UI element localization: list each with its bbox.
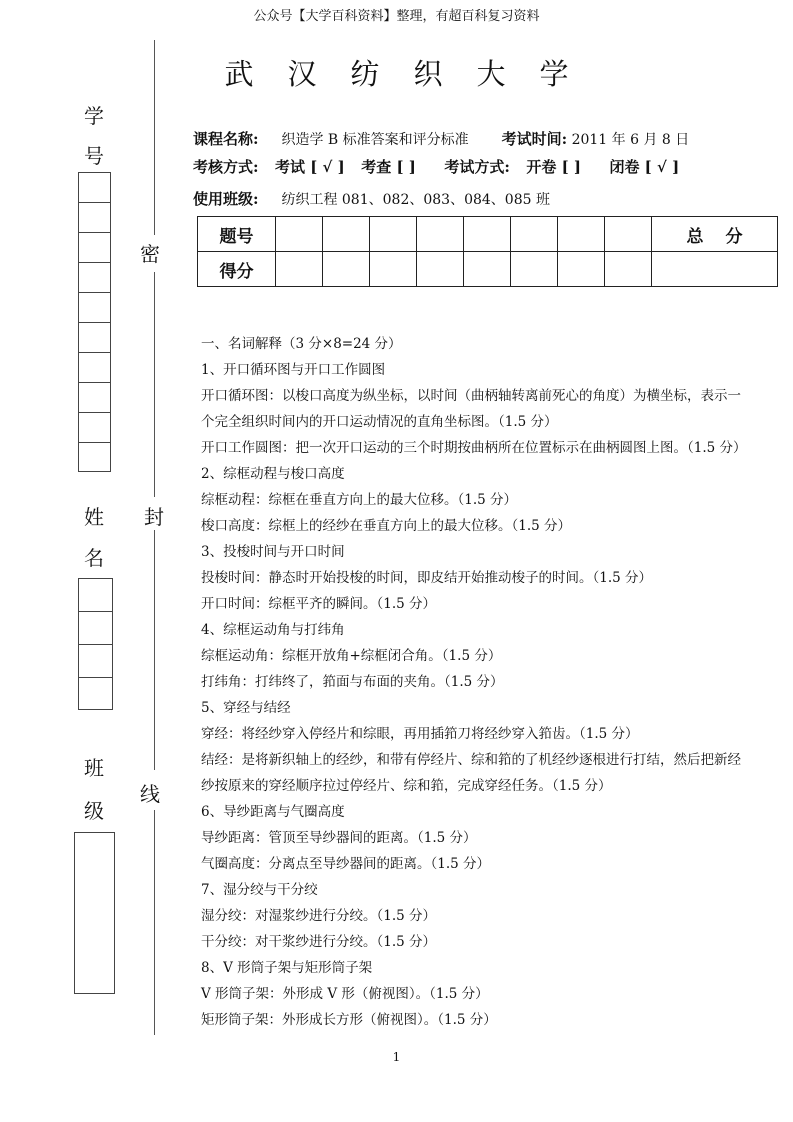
source-banner: 公众号【大学百科资料】整理，有超百科复习资料	[253, 9, 540, 24]
seal-line-segment	[154, 530, 155, 770]
answer-line: 打纬角：打纬终了，筘面与布面的夹角。（1.5 分）	[201, 674, 504, 690]
question-title: 4、综框运动角与打纬角	[201, 622, 345, 638]
answer-line: 矩形筒子架：外形成长方形（俯视图）。（1.5 分）	[201, 1012, 497, 1028]
class-use-label: 使用班级:	[193, 190, 259, 208]
class-line	[193, 188, 550, 209]
answer-line: 开口循环图：以梭口高度为纵坐标，以时间（曲柄轴转离前死心的角度）为横坐标，表示一	[201, 388, 741, 404]
question-title: 2、综框动程与梭口高度	[201, 466, 345, 482]
answer-line: 湿分绞：对湿浆纱进行分绞。（1.5 分）	[201, 908, 437, 924]
name-field[interactable]	[78, 578, 113, 710]
answer-line: 开口时间：综框平齐的瞬间。（1.5 分）	[201, 596, 437, 612]
answer-line: 综框动程：综框在垂直方向上的最大位移。（1.5 分）	[201, 492, 518, 508]
score-row	[198, 252, 778, 287]
total-label: 总分	[652, 217, 778, 252]
score-label: 得分	[198, 252, 276, 287]
answer-line: 综框运动角：综框开放角+综框闭合角。（1.5 分）	[201, 648, 502, 664]
answer-content	[201, 331, 771, 1033]
open-book-option: 开卷 [ ]	[526, 158, 581, 176]
assessment-check: 考查 [ ]	[361, 158, 416, 176]
answer-line: 梭口高度：综框上的经纱在垂直方向上的最大位移。（1.5 分）	[201, 518, 572, 534]
class-label-1: 班	[84, 756, 104, 780]
student-id-label-1: 学	[84, 104, 104, 128]
name-label-2: 名	[84, 546, 104, 570]
student-id-label-2: 号	[84, 144, 104, 168]
closed-book-option: 闭卷 [ √ ]	[609, 158, 680, 176]
name-label-1: 姓	[84, 505, 104, 529]
course-label: 课程名称:	[193, 130, 259, 148]
answer-line: 导纱距离：管顶至导纱器间的距离。（1.5 分）	[201, 830, 477, 846]
exam-mode-label: 考试方式:	[444, 158, 510, 176]
answer-line: 投梭时间：静态时开始投梭的时间，即皮结开始推动梭子的时间。（1.5 分）	[201, 570, 653, 586]
answer-line: 结经：是将新织轴上的经纱，和带有停经片、综和筘的了机经纱逐根进行打结，然后把新经	[201, 752, 741, 768]
class-field[interactable]	[74, 832, 115, 994]
seal-line-segment	[154, 272, 155, 497]
answer-line: V 形筒子架：外形成 V 形（俯视图）。（1.5 分）	[201, 986, 489, 1002]
answer-line: 穿经：将经纱穿入停经片和综眼，再用插筘刀将经纱穿入筘齿。（1.5 分）	[201, 726, 639, 742]
score-table	[197, 216, 778, 287]
page-number: 1	[392, 1050, 401, 1064]
student-id-field[interactable]	[78, 172, 111, 472]
exam-time-value: 2011 年 6 月 8 日	[571, 132, 690, 148]
seal-char-xian: 线	[140, 782, 160, 806]
answer-line: 个完全组织时间内的开口运动情况的直角坐标图。（1.5 分）	[201, 414, 558, 430]
answer-line: 干分绞：对干浆纱进行分绞。（1.5 分）	[201, 934, 437, 950]
seal-line-segment	[154, 810, 155, 1035]
answer-line: 气圈高度：分离点至导纱器间的距离。（1.5 分）	[201, 856, 491, 872]
seal-line-segment	[154, 40, 155, 235]
class-use-value: 纺织工程 081、082、083、084、085 班	[281, 192, 550, 208]
seal-char-mi: 密	[140, 242, 160, 266]
exam-time-label: 考试时间:	[501, 130, 568, 148]
question-title: 5、穿经与结经	[201, 700, 291, 716]
question-number-row	[198, 217, 778, 252]
seal-char-feng: 封	[144, 505, 164, 529]
assessment-exam: 考试 [ √ ]	[275, 158, 345, 176]
assessment-label: 考核方式:	[193, 158, 259, 176]
question-title: 1、开口循环图与开口工作圆图	[201, 362, 386, 378]
assessment-line	[193, 156, 679, 177]
question-number-label: 题号	[198, 217, 276, 252]
class-label-2: 级	[84, 799, 104, 823]
course-value: 织造学 B 标准答案和评分标准	[281, 132, 469, 148]
question-title: 6、导纱距离与气圈高度	[201, 804, 345, 820]
question-title: 8、V 形筒子架与矩形筒子架	[201, 960, 373, 976]
university-title: 武汉纺织大学	[224, 57, 603, 91]
total-score-cell[interactable]	[652, 252, 778, 287]
answer-line: 纱按原来的穿经顺序拉过停经片、综和筘，完成穿经任务。（1.5 分）	[201, 778, 612, 794]
course-line	[193, 128, 689, 149]
question-title: 7、湿分绞与干分绞	[201, 882, 318, 898]
question-title: 3、投梭时间与开口时间	[201, 544, 345, 560]
section-heading: 一、名词解释（3 分×8=24 分）	[201, 336, 402, 352]
answer-line: 开口工作圆图：把一次开口运动的三个时期按曲柄所在位置标示在曲柄圆图上图。（1.5 分）	[201, 440, 747, 456]
